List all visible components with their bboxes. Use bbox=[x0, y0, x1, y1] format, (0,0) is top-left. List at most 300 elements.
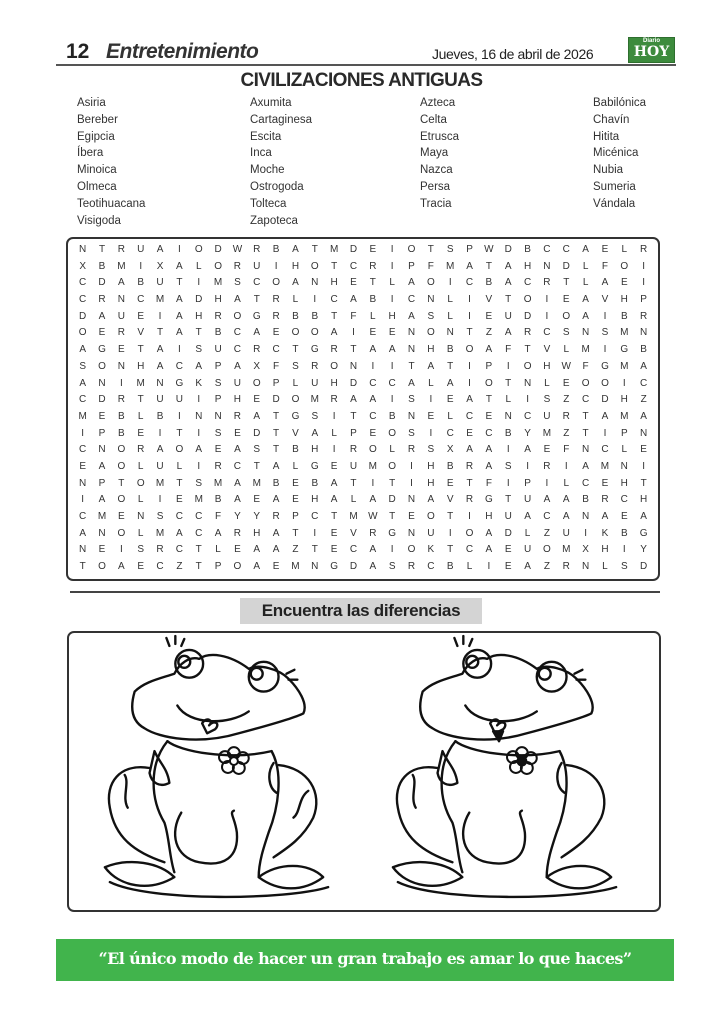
grid-letter: I bbox=[390, 544, 394, 556]
grid-letter: O bbox=[291, 394, 300, 406]
grid-letter: H bbox=[233, 394, 242, 406]
logo-big-text: HOY bbox=[633, 44, 670, 60]
grid-letter: A bbox=[234, 360, 241, 372]
grid-letter: O bbox=[485, 377, 493, 389]
grid-letter: C bbox=[523, 277, 532, 289]
grid-letter: A bbox=[330, 477, 338, 489]
grid-letter: D bbox=[388, 494, 396, 506]
grid-letter: L bbox=[582, 260, 589, 272]
grid-letter: N bbox=[98, 527, 106, 539]
grid-letter: D bbox=[562, 260, 570, 272]
grid-letter: L bbox=[524, 527, 531, 539]
grid-letter: T bbox=[369, 277, 376, 289]
grid-row bbox=[73, 359, 658, 376]
grid-letter: G bbox=[620, 344, 629, 356]
grid-letter: B bbox=[446, 460, 454, 472]
grid-letter: L bbox=[215, 544, 221, 556]
grid-letter: L bbox=[137, 527, 144, 539]
grid-letter: O bbox=[310, 327, 319, 339]
grid-letter: E bbox=[292, 477, 299, 489]
grid-letter: H bbox=[640, 494, 648, 506]
grid-letter: A bbox=[253, 561, 261, 573]
grid-letter: I bbox=[506, 477, 510, 489]
grid-letter: I bbox=[448, 527, 452, 539]
grid-letter: O bbox=[117, 527, 126, 539]
grid-row bbox=[73, 409, 658, 426]
grid-letter: A bbox=[582, 310, 589, 322]
grid-letter: T bbox=[195, 561, 202, 573]
header-divider bbox=[56, 64, 676, 66]
grid-letter: T bbox=[292, 527, 299, 539]
grid-letter: E bbox=[98, 410, 106, 422]
grid-letter: U bbox=[156, 394, 164, 406]
grid-letter: M bbox=[349, 511, 358, 522]
grid-letter: O bbox=[543, 544, 551, 556]
grid-letter: T bbox=[485, 260, 492, 272]
grid-letter: R bbox=[407, 561, 416, 573]
grid-letter: A bbox=[601, 410, 609, 422]
grid-letter: T bbox=[273, 410, 280, 422]
grid-letter: B bbox=[292, 444, 299, 456]
grid-letter: E bbox=[504, 544, 512, 556]
grid-row bbox=[73, 542, 658, 559]
grid-letter: A bbox=[156, 444, 164, 456]
grid-letter: E bbox=[253, 494, 261, 506]
grid-letter: T bbox=[350, 410, 357, 422]
grid-letter: C bbox=[543, 244, 551, 255]
grid-letter: C bbox=[175, 544, 183, 556]
grid-letter: N bbox=[640, 427, 648, 439]
grid-letter: A bbox=[253, 327, 261, 339]
word-item: Zapoteca bbox=[250, 214, 298, 227]
grid-letter: R bbox=[562, 410, 570, 422]
grid-letter: O bbox=[426, 327, 435, 339]
grid-letter: T bbox=[505, 377, 512, 389]
grid-letter: I bbox=[603, 427, 607, 439]
grid-letter: I bbox=[197, 394, 201, 406]
grid-letter: G bbox=[310, 344, 319, 356]
word-item: Chavín bbox=[593, 113, 630, 126]
grid-letter: P bbox=[466, 244, 473, 255]
grid-letter: C bbox=[349, 544, 358, 556]
grid-letter: T bbox=[118, 477, 125, 489]
grid-letter: U bbox=[214, 344, 222, 356]
grid-letter: B bbox=[446, 561, 454, 573]
grid-letter: A bbox=[504, 327, 512, 339]
grid-letter: S bbox=[137, 544, 145, 556]
grid-letter: M bbox=[213, 477, 223, 489]
grid-letter: G bbox=[252, 310, 261, 322]
grid-letter: R bbox=[272, 511, 280, 522]
grid-letter: O bbox=[117, 460, 126, 472]
grid-row bbox=[73, 459, 658, 476]
grid-letter: F bbox=[485, 477, 492, 489]
grid-letter: C bbox=[349, 260, 358, 272]
word-column bbox=[250, 95, 312, 229]
grid-letter: A bbox=[195, 360, 203, 372]
grid-letter: T bbox=[582, 410, 589, 422]
grid-letter: B bbox=[582, 494, 589, 506]
grid-letter: V bbox=[543, 344, 551, 356]
grid-letter: O bbox=[136, 477, 145, 489]
grid-letter: H bbox=[427, 460, 435, 472]
grid-letter: A bbox=[485, 527, 493, 539]
grid-letter: B bbox=[156, 410, 164, 422]
grid-letter: E bbox=[234, 427, 241, 439]
grid-letter: R bbox=[330, 394, 338, 406]
grid-letter: L bbox=[176, 460, 183, 472]
grid-letter: O bbox=[368, 444, 377, 456]
grid-letter: L bbox=[544, 377, 550, 389]
grid-letter: I bbox=[390, 360, 394, 372]
grid-letter: C bbox=[388, 377, 396, 389]
grid-row bbox=[73, 442, 658, 459]
grid-letter: A bbox=[156, 244, 164, 255]
grid-letter: M bbox=[542, 427, 552, 439]
grid-letter: A bbox=[446, 377, 454, 389]
word-item: Nubia bbox=[593, 164, 624, 177]
grid-letter: O bbox=[252, 377, 261, 389]
grid-letter: A bbox=[79, 377, 86, 389]
grid-letter: S bbox=[408, 427, 415, 439]
grid-letter: P bbox=[214, 360, 222, 372]
grid-row bbox=[73, 426, 658, 443]
grid-letter: E bbox=[137, 427, 145, 439]
grid-letter: L bbox=[292, 460, 299, 472]
grid-letter: C bbox=[79, 277, 87, 289]
grid-letter: S bbox=[543, 394, 551, 406]
grid-letter: S bbox=[214, 377, 222, 389]
grid-letter: I bbox=[371, 477, 375, 489]
grid-letter: X bbox=[253, 360, 261, 372]
grid-row bbox=[73, 559, 658, 576]
grid-letter: I bbox=[158, 427, 162, 439]
grid-letter: W bbox=[484, 244, 494, 255]
grid-letter: I bbox=[119, 544, 123, 556]
grid-letter: I bbox=[274, 260, 278, 272]
grid-letter: E bbox=[562, 377, 570, 389]
grid-letter: I bbox=[468, 360, 471, 372]
grid-letter: I bbox=[642, 260, 646, 272]
grid-letter: L bbox=[137, 494, 144, 506]
grid-letter: I bbox=[526, 394, 529, 406]
word-item: Vándala bbox=[593, 197, 636, 210]
grid-letter: R bbox=[253, 244, 261, 255]
grid-letter: D bbox=[640, 561, 648, 573]
grid-row bbox=[73, 509, 658, 526]
grid-letter: T bbox=[176, 477, 183, 489]
grid-letter: E bbox=[446, 394, 454, 406]
grid-row bbox=[73, 342, 658, 359]
grid-letter: S bbox=[562, 327, 570, 339]
grid-letter: O bbox=[581, 377, 590, 389]
grid-letter: L bbox=[331, 427, 337, 439]
grid-letter: A bbox=[118, 561, 125, 573]
grid-letter: U bbox=[543, 410, 551, 422]
grid-letter: A bbox=[466, 260, 473, 272]
grid-letter: T bbox=[582, 427, 589, 439]
grid-letter: K bbox=[195, 377, 203, 389]
grid-letter: A bbox=[311, 427, 319, 439]
grid-letter: N bbox=[581, 511, 590, 522]
grid-letter: D bbox=[98, 394, 106, 406]
grid-letter: P bbox=[98, 427, 106, 439]
grid-letter: I bbox=[468, 310, 471, 322]
grid-row bbox=[73, 526, 658, 543]
grid-letter: A bbox=[562, 511, 570, 522]
grid-letter: T bbox=[137, 394, 144, 406]
grid-letter: O bbox=[310, 260, 319, 272]
grid-letter: A bbox=[640, 360, 647, 372]
grid-letter: A bbox=[485, 460, 493, 472]
grid-letter: D bbox=[523, 310, 532, 322]
grid-letter: E bbox=[369, 327, 377, 339]
grid-letter: B bbox=[524, 244, 531, 255]
grid-letter: O bbox=[272, 277, 280, 289]
grid-letter: Z bbox=[563, 427, 570, 439]
grid-letter: E bbox=[485, 410, 493, 422]
grid-letter: P bbox=[350, 427, 357, 439]
grid-letter: L bbox=[505, 394, 512, 406]
grid-letter: P bbox=[292, 511, 299, 522]
grid-letter: L bbox=[447, 410, 453, 422]
grid-letter: A bbox=[234, 477, 241, 489]
grid-letter: C bbox=[156, 561, 164, 573]
grid-letter: M bbox=[310, 394, 319, 406]
grid-letter: R bbox=[465, 460, 474, 472]
grid-letter: O bbox=[233, 310, 242, 322]
grid-letter: H bbox=[620, 394, 628, 406]
section-title: Entretenimiento bbox=[106, 40, 259, 63]
grid-letter: U bbox=[349, 460, 358, 472]
grid-letter: C bbox=[465, 277, 474, 289]
grid-letter: W bbox=[232, 244, 243, 255]
grid-letter: N bbox=[407, 344, 416, 356]
grid-letter: I bbox=[622, 377, 626, 389]
issue-date: Jueves, 16 de abril de 2026 bbox=[432, 46, 594, 62]
grid-letter: M bbox=[136, 377, 145, 389]
grid-letter: L bbox=[466, 561, 473, 573]
grid-letter: N bbox=[98, 444, 106, 456]
grid-letter: E bbox=[350, 277, 357, 289]
grid-letter: C bbox=[195, 511, 203, 522]
grid-letter: V bbox=[446, 494, 454, 506]
grid-letter: E bbox=[601, 477, 609, 489]
grid-letter: E bbox=[369, 427, 377, 439]
grid-letter: R bbox=[233, 527, 242, 539]
grid-letter: V bbox=[485, 294, 493, 306]
grid-letter: A bbox=[98, 460, 106, 472]
grid-letter: A bbox=[234, 444, 241, 456]
frog-image-right bbox=[378, 634, 636, 902]
grid-letter: C bbox=[465, 544, 474, 556]
word-item: Minoica bbox=[77, 164, 117, 177]
grid-letter: R bbox=[233, 410, 242, 422]
grid-letter: T bbox=[195, 544, 202, 556]
word-item: Bereber bbox=[77, 113, 118, 126]
grid-letter: V bbox=[292, 427, 299, 439]
grid-letter: O bbox=[426, 511, 435, 522]
grid-letter: I bbox=[410, 477, 413, 489]
grid-letter: N bbox=[543, 260, 551, 272]
grid-letter: D bbox=[504, 244, 512, 255]
grid-letter: A bbox=[214, 527, 222, 539]
grid-letter: E bbox=[504, 561, 512, 573]
grid-letter: N bbox=[407, 494, 416, 506]
grid-letter: C bbox=[620, 494, 628, 506]
grid-letter: A bbox=[504, 260, 512, 272]
grid-letter: D bbox=[79, 310, 87, 322]
grid-letter: T bbox=[485, 394, 492, 406]
grid-letter: E bbox=[118, 344, 125, 356]
grid-letter: N bbox=[214, 410, 222, 422]
grid-letter: S bbox=[427, 444, 435, 456]
grid-letter: W bbox=[368, 511, 378, 522]
word-item: Inca bbox=[250, 147, 272, 160]
grid-letter: Z bbox=[543, 527, 550, 539]
grid-letter: I bbox=[197, 277, 201, 289]
grid-letter: E bbox=[272, 327, 280, 339]
grid-letter: I bbox=[545, 294, 549, 306]
grid-letter: H bbox=[620, 477, 628, 489]
word-item: Asiria bbox=[77, 97, 106, 109]
grid-letter: M bbox=[155, 477, 165, 489]
grid-letter: L bbox=[195, 260, 202, 272]
grid-letter: A bbox=[272, 527, 280, 539]
grid-letter: I bbox=[429, 427, 433, 439]
grid-letter: Y bbox=[253, 511, 261, 522]
grid-letter: R bbox=[640, 244, 648, 255]
grid-letter: T bbox=[253, 294, 260, 306]
grid-letter: N bbox=[581, 327, 590, 339]
grid-letter: E bbox=[330, 544, 338, 556]
grid-letter: L bbox=[428, 377, 434, 389]
grid-letter: D bbox=[195, 294, 203, 306]
grid-letter: E bbox=[369, 244, 377, 255]
grid-letter: T bbox=[505, 494, 512, 506]
grid-letter: H bbox=[291, 260, 300, 272]
grid-letter: U bbox=[427, 527, 435, 539]
grid-letter: T bbox=[98, 244, 106, 255]
grid-letter: B bbox=[311, 310, 319, 322]
grid-letter: A bbox=[350, 394, 357, 406]
grid-letter: S bbox=[446, 244, 454, 255]
grid-letter: L bbox=[621, 444, 628, 456]
grid-letter: I bbox=[119, 377, 123, 389]
grid-letters bbox=[73, 242, 658, 576]
grid-letter: N bbox=[156, 377, 164, 389]
grid-letter: I bbox=[506, 444, 510, 456]
grid-letter: O bbox=[407, 544, 416, 556]
grid-letter: C bbox=[272, 344, 280, 356]
word-item: Babilónica bbox=[593, 97, 647, 109]
grid-letter: A bbox=[176, 527, 183, 539]
grid-letter: R bbox=[156, 544, 164, 556]
grid-letter: Z bbox=[292, 544, 299, 556]
word-item: Moche bbox=[250, 164, 285, 177]
grid-letter: M bbox=[600, 460, 610, 472]
grid-letter: U bbox=[562, 527, 570, 539]
grid-letter: R bbox=[214, 460, 222, 472]
grid-letter: A bbox=[369, 344, 377, 356]
grid-letter: X bbox=[79, 260, 86, 272]
grid-letter: G bbox=[98, 344, 106, 356]
grid-letter: E bbox=[253, 394, 261, 406]
grid-letter: A bbox=[176, 260, 183, 272]
grid-letter: I bbox=[603, 344, 607, 356]
grid-letter: A bbox=[582, 244, 589, 255]
grid-letter: I bbox=[178, 344, 181, 356]
grid-letter: A bbox=[582, 460, 589, 472]
grid-letter: T bbox=[195, 327, 202, 339]
word-item: Cartaginesa bbox=[250, 113, 313, 126]
grid-letter: E bbox=[620, 511, 628, 522]
grid-letter: T bbox=[408, 360, 415, 372]
grid-letter: A bbox=[272, 460, 280, 472]
grid-letter: E bbox=[466, 427, 473, 439]
grid-letter: U bbox=[311, 377, 319, 389]
grid-letter: T bbox=[79, 561, 86, 573]
grid-letter: A bbox=[253, 410, 261, 422]
grid-letter: T bbox=[311, 544, 318, 556]
grid-letter: T bbox=[389, 511, 396, 522]
grid-letter: A bbox=[466, 394, 473, 406]
grid-letter: T bbox=[563, 277, 570, 289]
grid-letter: C bbox=[79, 511, 87, 522]
grid-letter: L bbox=[292, 377, 299, 389]
grid-letter: N bbox=[79, 244, 87, 255]
grid-letter: A bbox=[176, 310, 183, 322]
grid-letter: R bbox=[311, 360, 319, 372]
grid-letter: O bbox=[214, 260, 222, 272]
grid-letter: R bbox=[465, 494, 474, 506]
word-item: Tolteca bbox=[250, 197, 287, 210]
grid-letter: T bbox=[447, 511, 454, 522]
grid-letter: A bbox=[98, 310, 106, 322]
logo-small-text: Diario bbox=[642, 38, 660, 44]
grid-letter: R bbox=[543, 277, 551, 289]
grid-letter: N bbox=[407, 527, 416, 539]
grid-letter: H bbox=[427, 344, 435, 356]
grid-letter: I bbox=[178, 410, 181, 422]
grid-letter: U bbox=[156, 460, 164, 472]
grid-letter: C bbox=[233, 344, 242, 356]
grid-row bbox=[73, 275, 658, 292]
grid-letter: F bbox=[601, 260, 608, 272]
grid-letter: I bbox=[545, 310, 549, 322]
grid-letter: R bbox=[601, 494, 609, 506]
word-item: Maya bbox=[420, 147, 449, 160]
word-item: Celta bbox=[420, 113, 447, 126]
grid-letter: N bbox=[311, 277, 319, 289]
grid-letter: I bbox=[506, 360, 510, 372]
differences-title: Encuentra las diferencias bbox=[240, 598, 482, 624]
grid-letter: E bbox=[98, 544, 106, 556]
grid-letter: C bbox=[175, 360, 183, 372]
grid-letter: I bbox=[564, 460, 568, 472]
grid-letter: R bbox=[349, 444, 358, 456]
grid-letter: I bbox=[197, 460, 201, 472]
grid-row bbox=[73, 392, 658, 409]
grid-letter: I bbox=[390, 394, 394, 406]
grid-letter: C bbox=[446, 427, 454, 439]
grid-letter: A bbox=[388, 344, 396, 356]
grid-letter: I bbox=[468, 294, 471, 306]
grid-letter: O bbox=[426, 277, 435, 289]
grid-letter: D bbox=[349, 244, 358, 255]
grid-letter: R bbox=[543, 460, 551, 472]
grid-letter: B bbox=[388, 410, 396, 422]
